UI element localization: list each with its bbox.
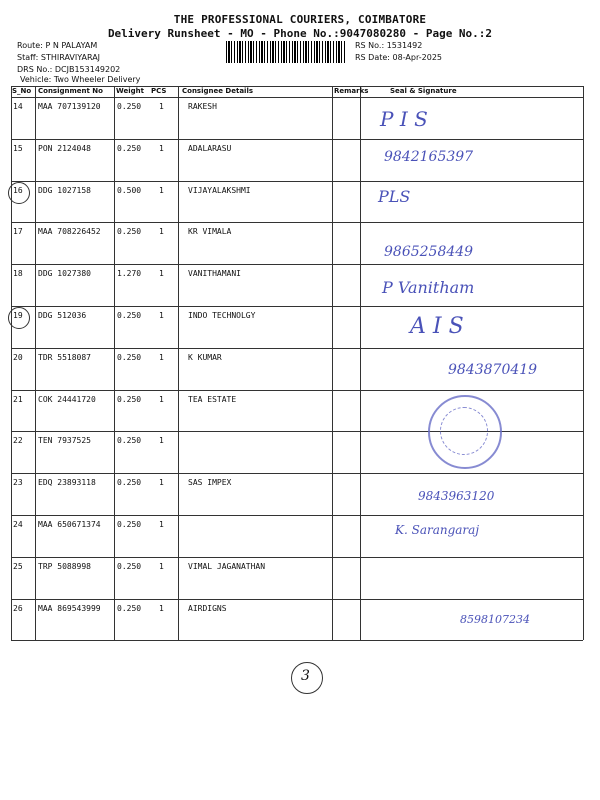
row-pcs: 1 <box>159 269 164 279</box>
row-sno: 24 <box>13 520 23 529</box>
row-signature: 8598107234 <box>460 612 530 626</box>
row-sno: 20 <box>13 352 23 362</box>
col-consignment-header: Consignment No <box>38 87 103 95</box>
row-sno: 19 <box>13 311 23 320</box>
row-consignee: ADALARASU <box>188 143 232 153</box>
row-pcs: 1 <box>159 102 164 111</box>
row-consignment-no: MAA 707139120 <box>38 102 101 111</box>
row-weight: 0.250 <box>117 436 142 446</box>
row-pcs: 1 <box>159 227 164 237</box>
row-consignment-no: TDR 5518087 <box>38 352 91 362</box>
row-consignee: VANITHAMANI <box>188 269 241 279</box>
row-weight: 0.250 <box>117 520 142 529</box>
row-number-circle <box>8 182 30 204</box>
row-number-circle <box>8 307 30 329</box>
row-consignment-no: MAA 708226452 <box>38 227 101 237</box>
col-weight-header: Weight <box>116 87 144 95</box>
rs-date: RS Date: 08-Apr-2025 <box>355 53 443 62</box>
row-divider <box>11 181 583 182</box>
row-consignee: INDO TECHNOLGY <box>188 311 256 320</box>
row-weight: 0.250 <box>117 478 142 488</box>
row-weight: 0.250 <box>117 102 142 111</box>
row-consignment-no: TEN 7937525 <box>38 436 91 446</box>
row-sno: 15 <box>13 143 23 153</box>
row-consignment-no: COK 24441720 <box>38 394 96 404</box>
row-sno: 16 <box>13 185 23 195</box>
row-weight: 0.250 <box>117 394 142 404</box>
row-divider <box>11 264 583 265</box>
row-divider <box>11 640 583 641</box>
row-consignee: SAS IMPEX <box>188 478 232 488</box>
row-signature: A I S <box>410 314 464 339</box>
row-divider <box>11 515 583 516</box>
row-consignee: VIMAL JAGANATHAN <box>188 561 266 571</box>
row-consignment-no: DDG 1027380 <box>38 269 91 279</box>
table-header-rule <box>11 97 583 98</box>
row-weight: 0.250 <box>117 561 142 571</box>
row-weight: 0.250 <box>117 311 142 320</box>
row-consignee: KR VIMALA <box>188 227 232 237</box>
runsheet-title: THE PROFESSIONAL COURIERS, COIMBATORE <box>173 13 427 26</box>
row-consignment-no: MAA 869543999 <box>38 603 101 613</box>
row-signature: P Vanitham <box>382 278 475 298</box>
row-sno: 26 <box>13 603 23 613</box>
row-consignment-no: TRP 5088998 <box>38 561 91 571</box>
row-pcs: 1 <box>159 143 164 153</box>
row-divider <box>11 557 583 558</box>
row-divider <box>11 306 583 307</box>
col-signature-header: Seal & Signature <box>390 87 457 95</box>
column-divider <box>583 86 584 640</box>
row-pcs: 1 <box>159 478 164 488</box>
row-weight: 0.250 <box>117 227 142 237</box>
row-consignment-no: DDG 1027158 <box>38 185 91 195</box>
row-divider <box>11 348 583 349</box>
row-pcs: 1 <box>159 436 164 446</box>
row-sno: 18 <box>13 269 23 279</box>
row-consignee: AIRDIGNS <box>188 603 227 613</box>
row-consignment-no: EDQ 23893118 <box>38 478 96 488</box>
row-weight: 0.250 <box>117 603 142 613</box>
staff-label: Staff: STHIRAVIYARAJ <box>17 53 101 62</box>
row-divider <box>11 390 583 391</box>
row-divider <box>11 473 583 474</box>
col-sno-header: S_No <box>12 87 32 95</box>
row-sno: 25 <box>13 561 23 571</box>
row-signature: 9843870419 <box>448 361 538 378</box>
row-consignment-no: MAA 650671374 <box>38 520 101 529</box>
row-sno: 23 <box>13 478 23 488</box>
row-consignment-no: DDG 512036 <box>38 311 87 320</box>
barcode-image <box>226 41 346 63</box>
row-sno: 21 <box>13 394 23 404</box>
row-signature: 9843963120 <box>418 489 495 504</box>
row-signature: PLS <box>378 186 411 206</box>
row-weight: 0.500 <box>117 185 142 195</box>
col-consignee-header: Consignee Details <box>182 87 254 95</box>
route-label: Route: P N PALAYAM <box>17 41 98 50</box>
row-pcs: 1 <box>159 311 164 320</box>
row-pcs: 1 <box>159 185 164 195</box>
row-pcs: 1 <box>159 603 164 613</box>
row-pcs: 1 <box>159 352 164 362</box>
row-sno: 22 <box>13 436 23 446</box>
drs-label: DRS No.: DCJB153149202 <box>17 65 121 74</box>
vehicle-label: Vehicle: Two Wheeler Delivery <box>20 75 141 84</box>
row-sno: 14 <box>13 102 23 111</box>
row-pcs: 1 <box>159 520 164 529</box>
row-weight: 0.250 <box>117 143 142 153</box>
row-weight: 1.270 <box>117 269 142 279</box>
page-mark: 3 <box>301 668 310 684</box>
row-divider <box>11 222 583 223</box>
row-signature: 9842165397 <box>384 148 474 165</box>
row-weight: 0.250 <box>117 352 142 362</box>
runsheet-subtitle: Delivery Runsheet - MO - Phone No.:9047080280 - Page No.:2 <box>107 27 493 40</box>
row-sno: 17 <box>13 227 23 237</box>
col-remarks-header: Remarks <box>334 87 369 95</box>
rs-number: RS No.: 1531492 <box>355 41 423 50</box>
row-pcs: 1 <box>159 561 164 571</box>
row-signature: K. Sarangaraj <box>395 523 480 537</box>
row-consignment-no: PON 2124048 <box>38 143 91 153</box>
row-divider <box>11 139 583 140</box>
row-consignee: VIJAYALAKSHMI <box>188 185 251 195</box>
row-consignee: K KUMAR <box>188 352 222 362</box>
row-consignee: TEA ESTATE <box>188 394 237 404</box>
row-pcs: 1 <box>159 394 164 404</box>
row-signature: 9865258449 <box>384 244 474 261</box>
row-consignee: RAKESH <box>188 102 217 111</box>
row-divider <box>11 599 583 600</box>
col-pcs-header: PCS <box>151 87 167 95</box>
seal-stamp <box>428 395 502 469</box>
row-signature: P I S <box>380 107 428 131</box>
